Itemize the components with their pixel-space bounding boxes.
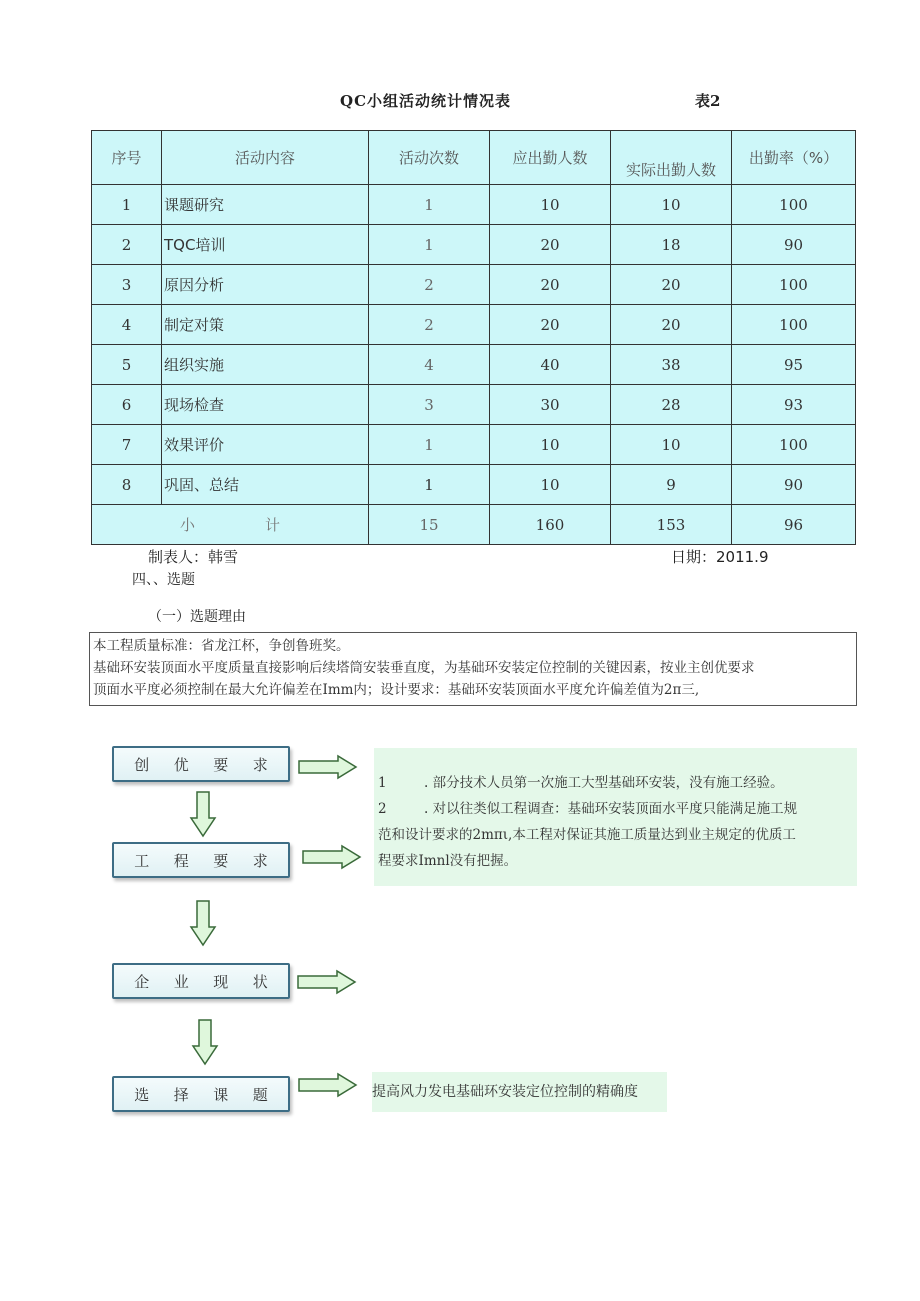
cell-rate: 100 <box>732 265 856 305</box>
cell-content: 巩固、总结 <box>162 465 369 505</box>
cell-actual: 10 <box>611 185 732 225</box>
table-row <box>92 305 856 345</box>
cell-expected: 10 <box>490 425 611 465</box>
cell-expected: 10 <box>490 185 611 225</box>
total-actual: 153 <box>611 505 732 545</box>
total-label-left: 小 <box>179 516 195 534</box>
cell-actual: 20 <box>611 305 732 345</box>
table-number: 表2 <box>695 92 721 110</box>
cell-content: 现场检查 <box>162 385 369 425</box>
flow-char: 企 <box>134 972 150 991</box>
activity-stats-table <box>91 130 856 545</box>
cell-expected: 10 <box>490 465 611 505</box>
down-arrow-icon <box>190 900 216 946</box>
cell-content: 效果评价 <box>162 425 369 465</box>
table-row <box>92 265 856 305</box>
info-item-number: 1 <box>378 775 387 791</box>
down-arrow-icon <box>190 791 216 837</box>
cell-rate: 90 <box>732 225 856 265</box>
header-count: 活动次数 <box>369 131 490 185</box>
flow-char: 要 <box>213 851 229 870</box>
table-row <box>92 185 856 225</box>
header-actual: 实际出勤人数 <box>611 131 732 185</box>
flow-box-excellence-requirement <box>112 746 290 782</box>
flow-char: 创 <box>134 755 150 774</box>
table-total-row <box>92 505 856 545</box>
table-maker: 制表人：韩雪 <box>148 548 239 566</box>
total-expected: 160 <box>490 505 611 545</box>
selected-topic-panel: 提高风力发电基础环安装定位控制的精确度 <box>372 1072 667 1112</box>
cell-content: 课题研究 <box>162 185 369 225</box>
total-label-right: 计 <box>265 516 281 534</box>
reason-line: 本工程质量标准：省龙江杯，争创鲁班奖。 <box>93 638 350 654</box>
cell-count: 3 <box>369 385 490 425</box>
current-status-panel <box>374 748 857 886</box>
cell-index: 5 <box>92 345 162 385</box>
cell-count: 1 <box>369 185 490 225</box>
cell-expected: 20 <box>490 305 611 345</box>
right-arrow-icon <box>302 845 362 869</box>
cell-actual: 10 <box>611 425 732 465</box>
cell-index: 2 <box>92 225 162 265</box>
table-row <box>92 425 856 465</box>
cell-count: 2 <box>369 265 490 305</box>
cell-count: 1 <box>369 465 490 505</box>
flow-box-select-topic <box>112 1076 290 1112</box>
flow-char: 选 <box>134 1085 150 1104</box>
total-count: 15 <box>369 505 490 545</box>
cell-index: 3 <box>92 265 162 305</box>
flow-char: 程 <box>173 851 189 870</box>
cell-expected: 40 <box>490 345 611 385</box>
table-row <box>92 225 856 265</box>
cell-rate: 100 <box>732 425 856 465</box>
down-arrow-icon <box>192 1019 218 1065</box>
cell-content: 制定对策 <box>162 305 369 345</box>
flow-char: 要 <box>213 755 229 774</box>
header-index: 序号 <box>92 131 162 185</box>
cell-actual: 20 <box>611 265 732 305</box>
flow-char: 现 <box>213 972 229 991</box>
header-expected: 应出勤人数 <box>490 131 611 185</box>
reason-line: 基础环安装顶面水平度质量直接影响后续塔筒安装垂直度，为基础环安装定位控制的关键因素，按业主创优要求 <box>93 660 755 676</box>
table-header-row <box>92 131 856 185</box>
cell-index: 7 <box>92 425 162 465</box>
cell-index: 8 <box>92 465 162 505</box>
flow-char: 工 <box>134 851 150 870</box>
cell-count: 2 <box>369 305 490 345</box>
cell-rate: 100 <box>732 185 856 225</box>
info-item-text: . 部分技术人员第一次施工大型基础环安装，没有施工经验。 <box>424 775 784 791</box>
info-item-continuation: 范和设计要求的2mπι,本工程对保证其施工质量达到业主规定的优质工 <box>378 827 796 843</box>
cell-count: 4 <box>369 345 490 385</box>
section-heading: 四、、选题 <box>132 572 195 588</box>
table-row <box>92 345 856 385</box>
cell-actual: 28 <box>611 385 732 425</box>
cell-rate: 95 <box>732 345 856 385</box>
cell-rate: 100 <box>732 305 856 345</box>
total-label <box>92 505 369 545</box>
info-item <box>378 796 853 822</box>
flow-char: 求 <box>252 755 268 774</box>
info-item-continuation: 程要求Imnl没有把握。 <box>378 853 518 869</box>
flow-char: 优 <box>173 755 189 774</box>
selection-reasons-box <box>89 632 857 706</box>
flow-box-project-requirement <box>112 842 290 878</box>
table-row <box>92 465 856 505</box>
right-arrow-icon <box>298 755 358 779</box>
flow-char: 课 <box>213 1085 229 1104</box>
flow-box-company-status <box>112 963 290 999</box>
flow-char: 状 <box>252 972 268 991</box>
flow-char: 题 <box>252 1085 268 1104</box>
cell-count: 1 <box>369 225 490 265</box>
cell-content: 组织实施 <box>162 345 369 385</box>
cell-rate: 93 <box>732 385 856 425</box>
flow-char: 求 <box>252 851 268 870</box>
header-rate: 出勤率（%） <box>732 131 856 185</box>
cell-actual: 18 <box>611 225 732 265</box>
cell-index: 1 <box>92 185 162 225</box>
cell-rate: 90 <box>732 465 856 505</box>
doc-title: QC小组活动统计情况表 <box>340 92 512 110</box>
total-rate: 96 <box>732 505 856 545</box>
header-content: 活动内容 <box>162 131 369 185</box>
info-item <box>378 770 853 796</box>
cell-content: 原因分析 <box>162 265 369 305</box>
cell-actual: 38 <box>611 345 732 385</box>
reason-line: 顶面水平度必须控制在最大允许偏差在Imm内；设计要求：基础环安装顶面水平度允许偏差值为2π三, <box>93 682 700 698</box>
cell-count: 1 <box>369 425 490 465</box>
flow-char: 择 <box>173 1085 189 1104</box>
table-date: 日期：2011.9 <box>671 548 769 566</box>
right-arrow-icon <box>297 970 357 994</box>
cell-content: TQC培训 <box>162 225 369 265</box>
right-arrow-icon <box>298 1073 358 1097</box>
subsection-heading: （一）选题理由 <box>148 609 246 625</box>
info-item-number: 2 <box>378 801 387 817</box>
cell-expected: 20 <box>490 225 611 265</box>
table-row <box>92 385 856 425</box>
flow-char: 业 <box>173 972 189 991</box>
cell-index: 6 <box>92 385 162 425</box>
cell-expected: 20 <box>490 265 611 305</box>
cell-index: 4 <box>92 305 162 345</box>
info-item-text: . 对以往类似工程调查：基础环安装顶面水平度只能满足施工规 <box>424 801 798 817</box>
cell-expected: 30 <box>490 385 611 425</box>
cell-actual: 9 <box>611 465 732 505</box>
